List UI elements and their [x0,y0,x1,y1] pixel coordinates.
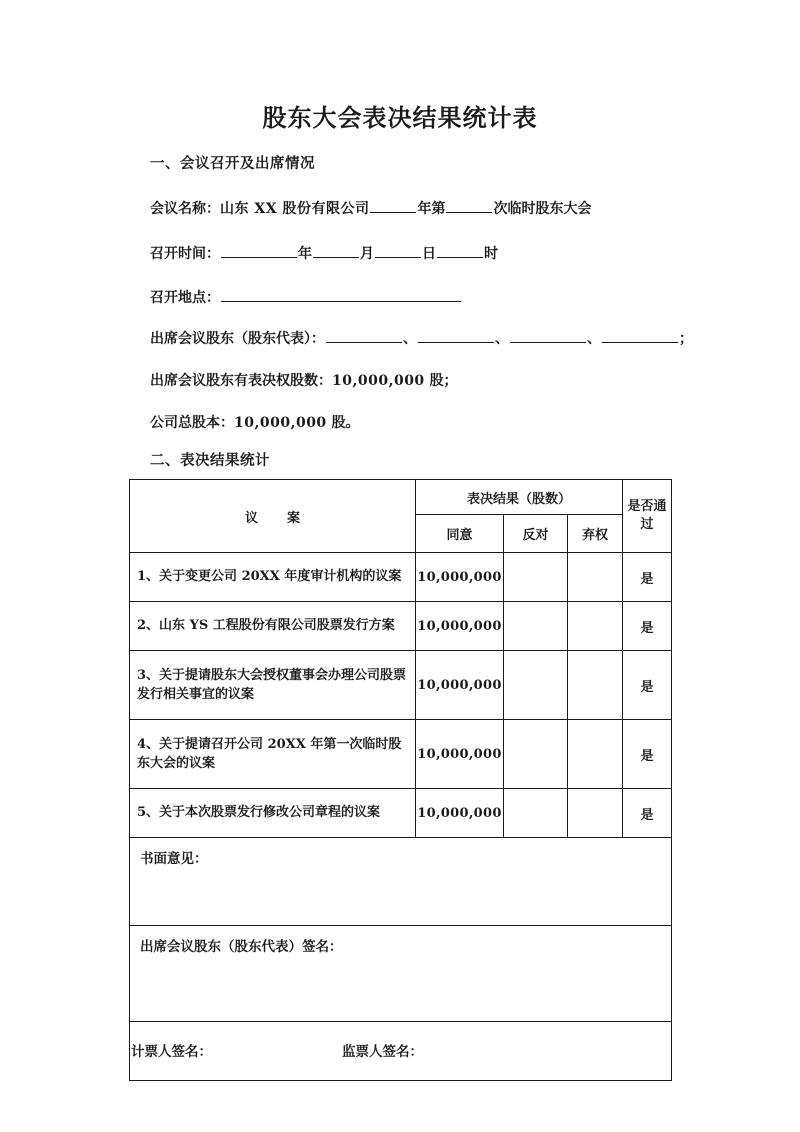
waive-votes[interactable] [568,789,623,838]
passed-status: 是 [623,720,672,789]
shareholder-blank-4[interactable] [602,329,678,343]
attending-shareholders-label: 出席会议股东（股东代表）： [150,331,325,347]
meeting-session-blank[interactable] [446,199,492,213]
oppose-votes[interactable] [504,789,568,838]
meeting-place-line [150,287,462,307]
shareholder-line-end: ； [679,331,693,347]
shareholder-separator-2: 、 [495,331,509,347]
table-row [130,602,672,651]
scrutineer-signature-label: 监票人签名： [342,1044,423,1060]
waive-votes[interactable] [568,553,623,602]
passed-status: 是 [623,602,672,651]
meeting-year-unit: 年第 [417,201,446,217]
section-heading-one: 一、会议召开及出席情况 [150,156,315,172]
table-header-row-1 [130,480,672,515]
counters-signature-cell[interactable] [130,1022,672,1081]
meeting-name-company: 山东 XX 股份有限公司 [220,201,370,217]
agree-votes[interactable]: 10,000,000 [416,602,504,651]
table-body [130,553,672,838]
voting-shares-unit: 股； [429,373,458,389]
passed-status: 是 [623,789,672,838]
meeting-year-blank[interactable] [370,199,416,213]
section-heading-two: 二、表决结果统计 [150,453,270,469]
shareholder-signature-cell[interactable]: 出席会议股东（股东代表）签名： [130,926,672,1022]
meeting-name-line [150,198,591,218]
table-header [130,480,672,553]
table-row [130,789,672,838]
proposal-text: 5、关于本次股票发行修改公司章程的议案 [130,789,416,838]
voting-shares-value: 10,000,000 [332,373,425,389]
table-row [130,720,672,789]
shareholder-blank-1[interactable] [326,329,402,343]
shareholder-blank-3[interactable] [510,329,586,343]
total-capital-line [150,412,360,432]
written-opinion-row [130,838,672,926]
oppose-votes[interactable] [504,720,568,789]
agree-votes[interactable]: 10,000,000 [416,789,504,838]
voting-shares-line [150,370,458,390]
meeting-place-label: 召开地点： [150,290,220,306]
oppose-votes[interactable] [504,602,568,651]
counters-signature-row [130,1022,672,1081]
shareholder-signature-row [130,926,672,1022]
meeting-name-label: 会议名称： [150,201,220,217]
waive-votes[interactable] [568,651,623,720]
proposal-text: 3、关于提请股东大会授权董事会办理公司股票发行相关事宜的议案 [130,651,416,720]
shareholder-separator-1: 、 [403,331,417,347]
waive-votes[interactable] [568,720,623,789]
time-year-blank[interactable] [221,244,297,258]
written-opinion-cell[interactable]: 书面意见： [130,838,672,926]
meeting-name-suffix: 次临时股东大会 [493,201,592,217]
header-result-group: 表决结果（股数） [416,480,623,515]
meeting-place-blank[interactable] [221,288,461,302]
total-capital-unit: 股。 [331,415,360,431]
time-hour-blank[interactable] [437,244,483,258]
table-row [130,651,672,720]
oppose-votes[interactable] [504,651,568,720]
passed-status: 是 [623,553,672,602]
header-agree: 同意 [416,515,504,553]
voting-results-table [129,479,672,1081]
voting-shares-label: 出席会议股东有表决权股数： [150,373,332,389]
agree-votes[interactable]: 10,000,000 [416,720,504,789]
time-day-blank[interactable] [375,244,421,258]
total-capital-label: 公司总股本： [150,415,234,431]
proposal-text: 4、关于提请召开公司 20XX 年第一次临时股东大会的议案 [130,720,416,789]
header-oppose: 反对 [504,515,568,553]
table-footer [130,838,672,1081]
header-passed: 是否通过 [623,480,672,553]
time-year-unit: 年 [298,246,312,262]
page-title: 股东大会表决结果统计表 [262,104,538,132]
passed-status: 是 [623,651,672,720]
oppose-votes[interactable] [504,553,568,602]
waive-votes[interactable] [568,602,623,651]
shareholder-separator-3: 、 [587,331,601,347]
shareholder-blank-2[interactable] [418,329,494,343]
proposal-text: 2、山东 YS 工程股份有限公司股票发行方案 [130,602,416,651]
table-row [130,553,672,602]
counters-line [130,1022,671,1080]
time-day-unit: 日 [422,246,436,262]
attending-shareholders-line [150,328,693,348]
meeting-time-line [150,243,498,263]
agree-votes[interactable]: 10,000,000 [416,651,504,720]
time-month-blank[interactable] [313,244,359,258]
teller-signature-label: 计票人签名： [131,1044,212,1060]
agree-votes[interactable]: 10,000,000 [416,553,504,602]
total-capital-value: 10,000,000 [234,415,327,431]
time-hour-unit: 时 [484,246,498,262]
meeting-time-label: 召开时间： [150,246,220,262]
header-proposal: 议 案 [130,480,416,553]
proposal-text: 1、关于变更公司 20XX 年度审计机构的议案 [130,553,416,602]
header-waive: 弃权 [568,515,623,553]
time-month-unit: 月 [360,246,374,262]
